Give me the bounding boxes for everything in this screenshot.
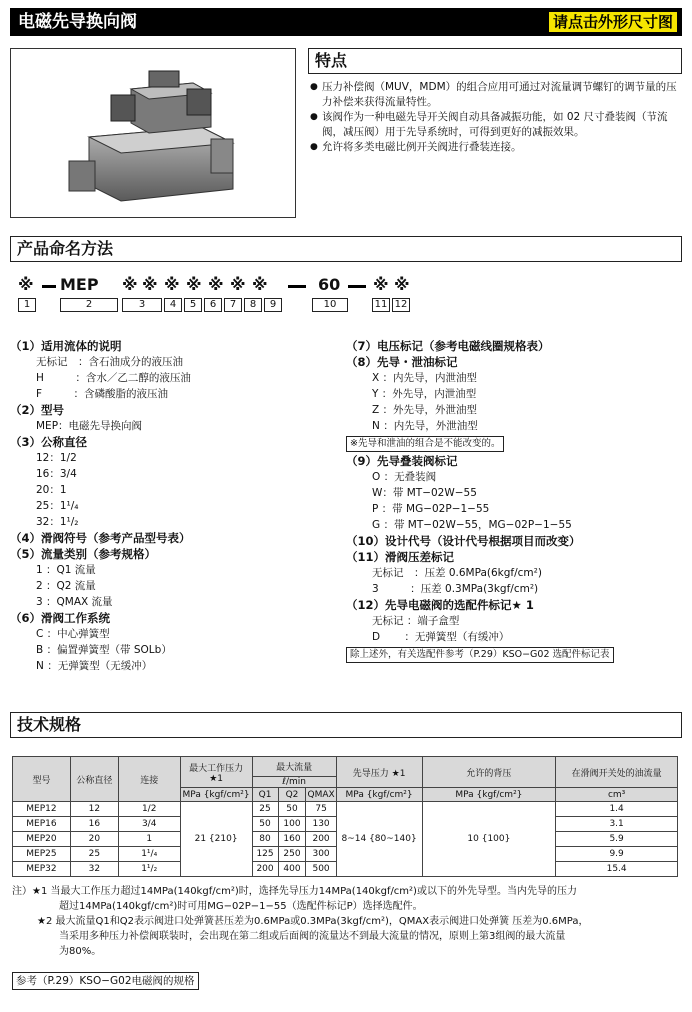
cell-oil-flow: 5.9 (556, 832, 678, 847)
cell-q1: 80 (252, 832, 278, 847)
code-part: ※ (186, 275, 202, 294)
code-number: 7 (224, 298, 242, 312)
cell-q1: 25 (252, 802, 278, 817)
cell-diameter: 25 (70, 847, 118, 862)
dimension-drawing-link[interactable]: 请点击外形尺寸图 (548, 11, 678, 33)
code-part: ※ (252, 275, 268, 294)
th-max-flow: 最大流量 (252, 757, 336, 777)
th-qmax: QMAX (307, 789, 335, 800)
feature-item: ● 压力补偿阀（MUV，MDM）的组合应用可通过对流量调节螺钉的调节量的压力补偿来获得流量特性。 (310, 80, 682, 110)
code-part: ※ (373, 275, 389, 294)
code-part: ※ (230, 275, 246, 294)
code-dash (288, 285, 306, 288)
section-heading: （1）适用流体的说明 (10, 339, 122, 353)
code-number: 12 (392, 298, 410, 312)
code-number: 8 (244, 298, 262, 312)
code-dash (42, 285, 56, 288)
code-number: 6 (204, 298, 222, 312)
code-number: 3 (122, 298, 162, 312)
cell-model: MEP12 (13, 802, 71, 817)
cell-qmax: 130 (306, 817, 336, 832)
section-line: B ：偏置弹簧型（带 SOLb） (36, 644, 172, 656)
th-flow-unit: ℓ/min (252, 777, 336, 788)
section-line: W：带 MT−02W−55 (372, 487, 477, 499)
table-row (13, 802, 678, 817)
th-oil-unit: cm³ (556, 788, 678, 802)
features-heading: 特点 (308, 48, 682, 74)
cell-model: MEP32 (13, 862, 71, 877)
code-part: MEP (60, 275, 99, 294)
cell-connection: 1¹/₂ (118, 862, 180, 877)
feature-item: ● 允许将多类电磁比例开关阀进行叠装连接。 (310, 140, 682, 155)
note-line: 为80%。 (59, 946, 102, 957)
section-line: N ：内先导，外泄油型 (372, 420, 478, 432)
reference-note: 参考（P.29）KSO−G02电磁阀的规格 (12, 972, 199, 990)
section-heading: （12）先导电磁阀的选配件标记★ 1 (346, 598, 534, 612)
cell-diameter: 12 (70, 802, 118, 817)
section-line: C ：中心弹簧型 (36, 628, 110, 640)
note-box: 除上述外，有关选配件参考（P.29）KSO−G02 选配件标记表 (346, 647, 614, 663)
section-heading: （3）公称直径 (10, 435, 88, 449)
code-number: 2 (60, 298, 118, 312)
cell-q1: 200 (252, 862, 278, 877)
section-line: D ：无弹簧型（有缓冲） (372, 631, 510, 643)
features-list (310, 80, 682, 155)
cell-q2: 400 (278, 862, 306, 877)
th-max-pressure: 最大工作压力 ★1 (180, 757, 252, 788)
cell-diameter: 20 (70, 832, 118, 847)
section-line: 无标记 ：端子盒型 (372, 615, 460, 627)
spec-heading: 技术规格 (10, 712, 682, 738)
th-pilot-pressure: 先导压力 ★1 (336, 757, 422, 788)
cell-oil-flow: 15.4 (556, 862, 678, 877)
code-part: ※ (208, 275, 224, 294)
code-number-row (18, 298, 418, 314)
th-model: 型号 (13, 757, 71, 802)
notes (12, 884, 682, 959)
cell-q1: 50 (252, 817, 278, 832)
section-line: Z ：外先导，外泄油型 (372, 404, 478, 416)
cell-connection: 1/2 (118, 802, 180, 817)
cell-q2: 50 (278, 802, 306, 817)
cell-oil-flow: 9.9 (556, 847, 678, 862)
code-part: ※ (18, 275, 34, 294)
section-line: 无标记 ：含石油成分的液压油 (36, 356, 183, 368)
section-heading: （4）滑阀符号（参考产品型号表） (10, 531, 191, 545)
cell-q2: 250 (278, 847, 306, 862)
cell-q1: 125 (252, 847, 278, 862)
section-line: 无标记 ：压差 0.6MPa(6kgf/cm²) (372, 567, 542, 579)
cell-model: MEP25 (13, 847, 71, 862)
section-line: F ：含磷酸脂的液压油 (36, 388, 169, 400)
code-number: 5 (184, 298, 202, 312)
cell-model: MEP20 (13, 832, 71, 847)
code-part: ※ (122, 275, 138, 294)
code-number: 4 (164, 298, 182, 312)
code-dash (348, 285, 366, 288)
cell-connection: 3/4 (118, 817, 180, 832)
cell-max-pressure: 21 {210} (180, 802, 252, 877)
section-line: H ：含水／乙二醇的液压油 (36, 372, 191, 384)
section-line: X ：内先导，内泄油型 (372, 372, 478, 384)
code-part: 60 (318, 275, 341, 294)
section-line: 32：1¹/₂ (36, 516, 79, 528)
th-max-pressure-unit: MPa {kgf/cm²} (180, 788, 252, 802)
cell-connection: 1 (118, 832, 180, 847)
section-line: O ：无叠装阀 (372, 471, 437, 483)
section-line: 3 ：压差 0.3MPa(3kgf/cm²) (372, 583, 539, 595)
section-line: G ：带 MT−02W−55，MG−02P−1−55 (372, 519, 572, 531)
code-part: ※ (142, 275, 158, 294)
cell-q2: 160 (278, 832, 306, 847)
section-heading: （8）先导・泄油标记 (346, 355, 458, 369)
section-line: 16：3/4 (36, 468, 77, 480)
note-line: ★2 最大流量Q1和Q2表示阀进口处弹簧甚压差为0.6MPa或0.3MPa(3kgf/cm²)，QMAX表示阀进口处弹簧 压差为0.6MPa， (37, 916, 589, 927)
section-heading: （7）电压标记（参考电磁线圈规格表） (346, 339, 550, 353)
th-oil-flow: 在滑阀开关处的油流量 (556, 757, 678, 788)
th-back-unit: MPa {kgf/cm²} (422, 788, 556, 802)
section-line: N ：无弹簧型（无缓冲） (36, 660, 153, 672)
th-pilot-unit: MPa {kgf/cm²} (336, 788, 422, 802)
section-line: 12：1/2 (36, 452, 77, 464)
section-heading: （9）先导叠装阀标记 (346, 454, 458, 468)
cell-diameter: 16 (70, 817, 118, 832)
naming-right-column (346, 338, 682, 664)
section-heading: （11）滑阀压差标记 (346, 550, 455, 564)
cell-oil-flow: 3.1 (556, 817, 678, 832)
code-part: ※ (394, 275, 410, 294)
section-heading: （6）滑阀工作系统 (10, 611, 111, 625)
page-title-bar (10, 8, 682, 36)
page-title: 电磁先导换向阀 (18, 12, 137, 32)
section-heading: （2）型号 (10, 403, 65, 417)
th-back-pressure: 允许的背压 (422, 757, 556, 788)
section-line: Y ：外先导，内泄油型 (372, 388, 477, 400)
section-line: MEP：电磁先导换向阀 (36, 420, 143, 432)
cell-pilot-pressure: 8~14 {80~140} (336, 802, 422, 877)
note-line: 当采用多种压力补偿阀联装时，会出现在第二组或后面阀的流量达不到最大流量的情况，原则上第3组阀的最大流量 (59, 931, 566, 942)
cell-qmax: 75 (306, 802, 336, 817)
cell-diameter: 32 (70, 862, 118, 877)
note-box-wrap (346, 434, 682, 453)
section-line: 2 ：Q2 流量 (36, 580, 96, 592)
code-number: 11 (372, 298, 390, 312)
cell-q2: 100 (278, 817, 306, 832)
cell-model: MEP16 (13, 817, 71, 832)
cell-oil-flow: 1.4 (556, 802, 678, 817)
section-line: 25：1¹/₄ (36, 500, 79, 512)
section-heading: （5）流量类别（参考规格） (10, 547, 157, 561)
naming-left-column (10, 338, 340, 674)
code-part: ※ (164, 275, 180, 294)
product-photo (10, 48, 296, 218)
note-box: ※先导和泄油的组合是不能改变的。 (346, 436, 504, 452)
section-line: P ：带 MG−02P−1−55 (372, 503, 490, 515)
th-connection: 连接 (118, 757, 180, 802)
note-line: 注）★1 当最大工作压力超过14MPa(140kgf/cm²)时，选择先导压力14MPa(140kgf/cm²)或以下的外先导型。当内先导的压力 (12, 886, 577, 897)
th-q1: Q1 (252, 788, 278, 802)
section-line: 20：1 (36, 484, 67, 496)
section-heading: （10）设计代号（设计代号根据项目而改变） (346, 534, 581, 548)
feature-item: ● 该阀作为一种电磁先导开关阀自动具备减振功能，如 02 尺寸叠装阀（节流阀，减压阀）用于先导系统时，可得到更好的减振效果。 (310, 110, 682, 140)
section-line: 3 ：QMAX 流量 (36, 596, 113, 608)
th-q2: Q2 (278, 788, 306, 802)
note-line: 超过14MPa(140kgf/cm²)时可用MG−02P−1−55（选配件标记P）选择选配件。 (59, 901, 423, 912)
section-line: 1 ：Q1 流量 (36, 564, 96, 576)
code-number: 9 (264, 298, 282, 312)
cell-qmax: 300 (306, 847, 336, 862)
th-diameter: 公称直径 (70, 757, 118, 802)
naming-heading: 产品命名方法 (10, 236, 682, 262)
note-box-wrap (346, 645, 682, 664)
spec-table (12, 756, 678, 877)
cell-qmax: 200 (306, 832, 336, 847)
code-number: 1 (18, 298, 36, 312)
model-code (18, 275, 418, 299)
code-number: 10 (312, 298, 348, 312)
valve-illustration (11, 49, 295, 217)
cell-connection: 1¹/₄ (118, 847, 180, 862)
cell-qmax: 500 (306, 862, 336, 877)
cell-back-pressure: 10 {100} (422, 802, 556, 877)
